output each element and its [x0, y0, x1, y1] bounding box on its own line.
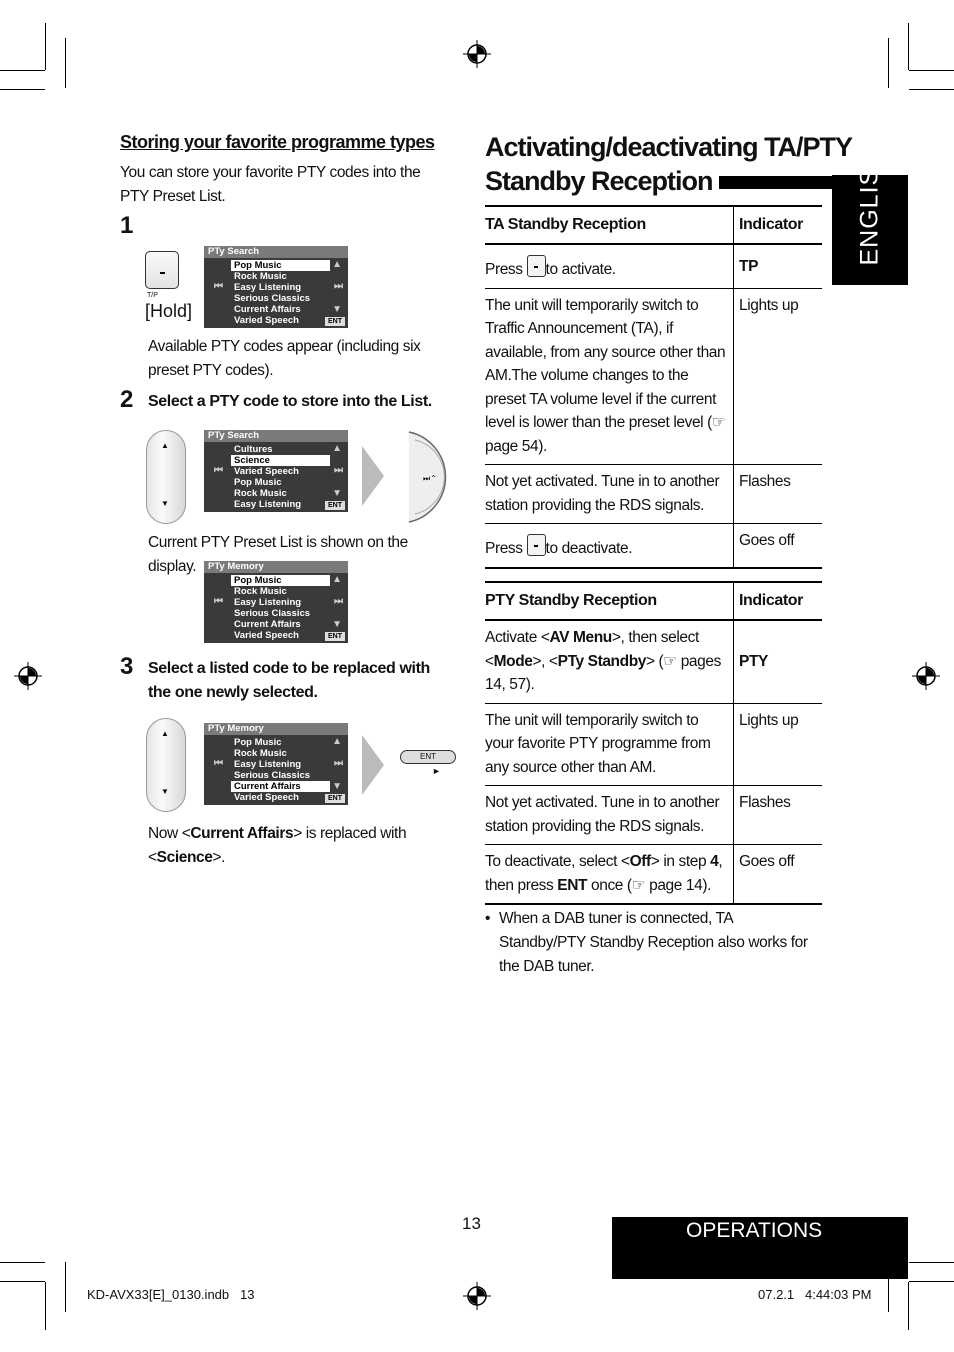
- registration-mark-icon: [912, 662, 940, 690]
- indicator-cell: Flashes: [739, 794, 791, 811]
- crop-mark: [65, 1262, 66, 1312]
- ent-badge: ENT: [325, 794, 345, 803]
- ent-badge: ENT: [325, 317, 345, 326]
- lcd-row: Easy Listening: [234, 597, 302, 608]
- crop-mark: [909, 89, 954, 90]
- page-number: 13: [462, 1214, 481, 1233]
- indicator-cell: PTY: [739, 652, 768, 670]
- table-cell: Press to deactivate.: [485, 524, 734, 568]
- crop-mark: [908, 23, 909, 70]
- footer-file: KD-AVX33[E]_0130.indb 13: [87, 1287, 255, 1302]
- lcd-pty-search-2: [204, 430, 348, 512]
- lcd-row: Varied Speech: [234, 792, 299, 803]
- indicator-cell: Flashes: [739, 473, 791, 490]
- column-header: TA Standby Reception: [485, 206, 734, 244]
- dab-note: • When a DAB tuner is connected, TA Standby/PTY Standby Reception also works for the DAB tuner.: [485, 907, 815, 979]
- step-number: 2: [120, 386, 134, 413]
- indicator-cell: Goes off: [739, 853, 795, 870]
- crop-mark: [0, 1262, 45, 1263]
- step-number: 3: [120, 653, 134, 680]
- skip-back-icon: ⏮: [214, 596, 223, 607]
- tp-button-icon: [527, 255, 546, 277]
- column-header: Indicator: [739, 592, 803, 609]
- lcd-row: Current Affairs: [234, 304, 301, 315]
- table-cell: To deactivate, select <Off> in step 4, then press ENT once (☞ page 14).: [485, 845, 734, 905]
- lcd-row: Varied Speech: [234, 315, 299, 326]
- lcd-row: Pop Music: [231, 260, 330, 271]
- press-arrow-icon: ►: [432, 766, 441, 776]
- skip-back-icon: ⏮: [214, 281, 223, 292]
- crop-mark: [908, 1282, 909, 1330]
- lcd-row: Easy Listening: [234, 759, 302, 770]
- skip-forward-icon: ⏭: [334, 758, 343, 769]
- step2-heading: Select a PTY code to store into the List.: [148, 393, 432, 410]
- crop-mark: [45, 23, 46, 70]
- step-number: 1: [120, 212, 134, 239]
- up-arrow-icon: ▲: [332, 443, 342, 454]
- table-cell: The unit will temporarily switch to your favorite PTY programme from any source other than AM.: [485, 703, 734, 786]
- column-header: PTY Standby Reception: [485, 582, 734, 620]
- lcd-row: Rock Music: [234, 271, 287, 282]
- crop-mark: [909, 70, 954, 71]
- lcd-row: Rock Music: [234, 488, 287, 499]
- lcd-row: Easy Listening: [234, 499, 302, 510]
- crop-mark: [45, 1282, 46, 1330]
- registration-mark-icon: [463, 40, 491, 68]
- lcd-row: Science: [231, 455, 330, 466]
- table-cell: The unit will temporarily switch to Traffic Announcement (TA), if available, from any source other than AM.The volume changes to the preset TA volume level if the current level is lower than the preset level (☞ page 54).: [485, 288, 734, 465]
- ent-badge: ENT: [325, 501, 345, 510]
- lcd-title: PTy Search: [204, 246, 348, 258]
- lcd-row: Pop Music: [231, 575, 330, 586]
- ent-badge: ENT: [325, 632, 345, 641]
- column-header: Indicator: [739, 216, 803, 233]
- crop-mark: [909, 1281, 954, 1282]
- crop-mark: [0, 70, 45, 71]
- hold-label: [Hold]: [145, 301, 193, 321]
- up-arrow-icon: ▲: [332, 574, 342, 585]
- lcd-row: Serious Classics: [234, 770, 311, 781]
- tp-button-icon: [145, 251, 179, 289]
- skip-back-icon: ⏮: [214, 758, 223, 769]
- crop-mark: [0, 1281, 45, 1282]
- skip-forward-icon: ⏭: [334, 465, 343, 476]
- lcd-pty-search-1: [204, 246, 348, 328]
- lcd-row: Varied Speech: [234, 630, 299, 641]
- svg-text:⏭⌃: ⏭⌃: [423, 474, 437, 483]
- registration-mark-icon: [14, 662, 42, 690]
- ta-standby-table: [485, 205, 822, 569]
- lcd-pty-memory-1: [204, 561, 348, 643]
- bullet: •: [485, 910, 491, 927]
- lcd-row: Serious Classics: [234, 608, 311, 619]
- registration-mark-icon: [463, 1282, 491, 1310]
- lcd-row: Rock Music: [234, 586, 287, 597]
- lcd-row: Serious Classics: [234, 293, 311, 304]
- page-heading: Activating/deactivating TA/PTY Standby Reception: [485, 130, 859, 198]
- arrow-right-icon: [360, 446, 386, 506]
- pty-standby-table: [485, 581, 822, 905]
- lcd-row: Varied Speech: [234, 466, 299, 477]
- lcd-row: Rock Music: [234, 748, 287, 759]
- section-title: Storing your favorite programme types: [120, 132, 435, 152]
- tp-button-icon: [527, 534, 546, 556]
- operations-tab: OPERATIONS: [612, 1217, 908, 1279]
- control-dial[interactable]: ▲ ▼: [146, 718, 186, 812]
- indicator-cell: Lights up: [739, 711, 799, 729]
- indicator-cell: TP: [739, 258, 759, 275]
- jog-dial-icon[interactable]: [405, 430, 457, 524]
- table-cell: Activate <AV Menu>, then select <Mode>, <PTy Standby> (☞ pages 14, 57).: [485, 620, 734, 703]
- lcd-title: PTy Memory: [204, 561, 348, 573]
- tp-label: T/P: [147, 292, 158, 299]
- skip-back-icon: ⏮: [214, 465, 223, 476]
- lcd-row: Current Affairs: [234, 619, 301, 630]
- crop-mark: [909, 1262, 954, 1263]
- table-cell: Not yet activated. Tune in to another station providing the RDS signals.: [485, 465, 734, 524]
- skip-forward-icon: ⏭: [334, 281, 343, 292]
- lcd-pty-memory-2: [204, 723, 348, 805]
- control-dial[interactable]: ▲ ▼: [146, 430, 186, 524]
- skip-forward-icon: ⏭: [334, 596, 343, 607]
- crop-mark: [888, 38, 889, 88]
- crop-mark: [65, 38, 66, 88]
- lcd-title: PTy Memory: [204, 723, 348, 735]
- result-text: Now <Current Affairs> is replaced with <Science>.: [148, 825, 407, 866]
- down-arrow-icon: ▼: [332, 488, 342, 499]
- down-arrow-icon: ▼: [332, 619, 342, 630]
- arrow-right-icon: [360, 735, 386, 795]
- ent-button[interactable]: ENT: [400, 750, 456, 764]
- indicator-cell: Lights up: [739, 296, 799, 314]
- lcd-row: Cultures: [234, 444, 273, 455]
- intro-text: You can store your favorite PTY codes into the PTY Preset List.: [120, 164, 421, 205]
- lcd-title: PTy Search: [204, 430, 348, 442]
- lcd-row: Pop Music: [234, 477, 282, 488]
- lcd-row: Pop Music: [234, 737, 282, 748]
- lcd-row: Easy Listening: [234, 282, 302, 293]
- table-cell: Press to activate.: [485, 244, 734, 288]
- crop-mark: [0, 89, 45, 90]
- down-arrow-icon: ▼: [332, 304, 342, 315]
- english-tab: ENGLISH: [832, 175, 908, 285]
- step3-heading: Select a listed code to be replaced with the one newly selected.: [148, 660, 430, 701]
- up-arrow-icon: ▲: [332, 736, 342, 747]
- lcd-row: Current Affairs: [231, 781, 330, 792]
- table-cell: Not yet activated. Tune in to another station providing the RDS signals.: [485, 786, 734, 845]
- up-arrow-icon: ▲: [332, 259, 342, 270]
- footer-date: 07.2.1 4:44:03 PM: [758, 1287, 872, 1302]
- indicator-cell: Goes off: [739, 532, 795, 549]
- step2-caption: Current PTY Preset List is shown on the display.: [148, 534, 408, 575]
- down-arrow-icon: ▼: [332, 781, 342, 792]
- step1-caption: Available PTY codes appear (including six preset PTY codes).: [148, 338, 421, 379]
